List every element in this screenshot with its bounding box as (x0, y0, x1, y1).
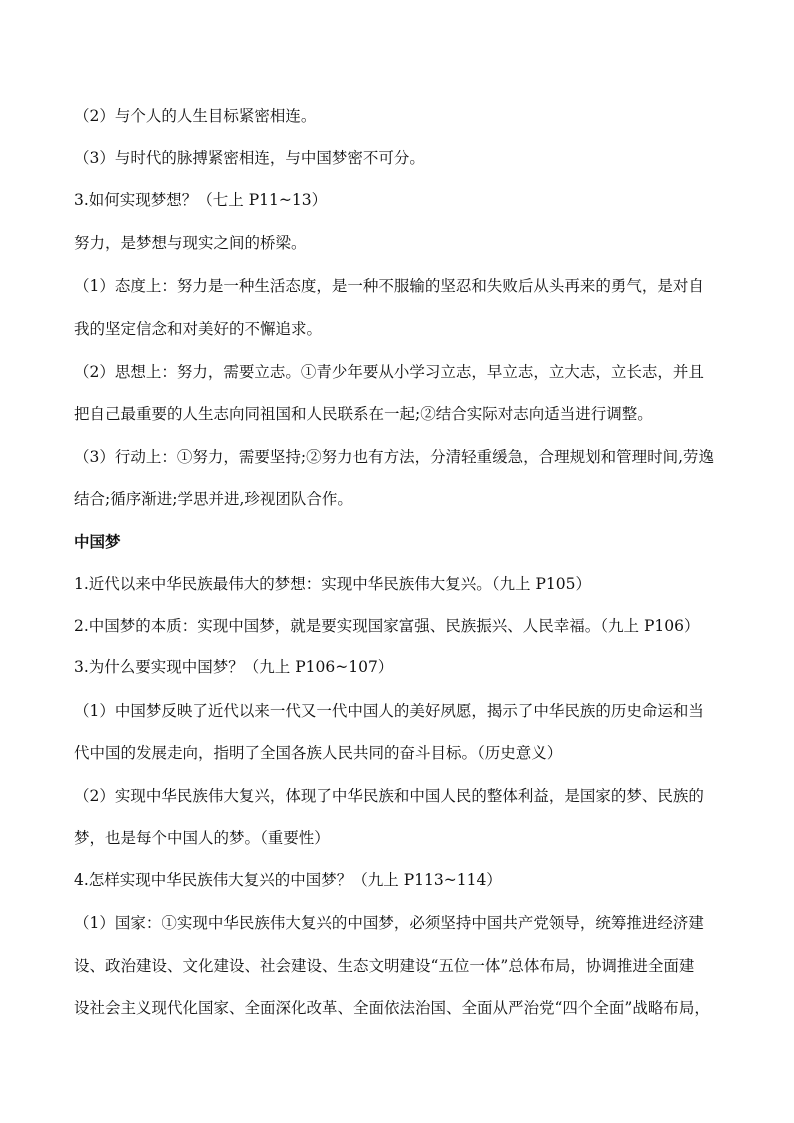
text-line: 2.中国梦的本质：实现中国梦，就是要实现国家富强、民族振兴、人民幸福。（九上 P106） (74, 617, 700, 635)
text-line: 3.为什么要实现中国梦？（九上 P106~107） (74, 658, 394, 676)
text-line: 我的坚定信念和对美好的不懈追求。 (74, 320, 323, 338)
text-line: （1）中国梦反映了近代以来一代又一代中国人的美好夙愿，揭示了中华民族的历史命运和当 (74, 702, 704, 720)
text-line: （2）思想上：努力，需要立志。①青少年要从小学习立志，早立志，立大志，立长志，并且 (74, 363, 704, 381)
text-line: 设、政治建设、文化建设、社会建设、生态文明建设“五位一体”总体布局，协调推进全面建 (74, 957, 695, 975)
text-line: 1.近代以来中华民族最伟大的梦想：实现中华民族伟大复兴。（九上 P105） (74, 575, 591, 593)
text-line: 努力，是梦想与现实之间的桥梁。 (74, 234, 307, 252)
text-line: （2）实现中华民族伟大复兴，体现了中华民族和中国人民的整体利益，是国家的梦、民族的 (74, 787, 704, 805)
text-line: 设社会主义现代化国家、全面深化改革、全面依法治国、全面从严治党“四个全面”战略布局， (74, 999, 710, 1017)
text-line: （2）与个人的人生目标紧密相连。 (74, 107, 317, 125)
text-line: （3）与时代的脉搏紧密相连，与中国梦密不可分。 (74, 149, 425, 167)
text-line: 结合;循序渐进;学思并进,珍视团队合作。 (74, 490, 353, 508)
text-line: 代中国的发展走向，指明了全国各族人民共同的奋斗目标。（历史意义） (74, 744, 563, 762)
text-line: （1）国家：①实现中华民族伟大复兴的中国梦，必须坚持中国共产党领导，统筹推进经济建 (74, 914, 704, 932)
section-heading: 中国梦 (74, 532, 121, 551)
text-line: 把自己最重要的人生志向同祖国和人民联系在一起;②结合实际对志向适当进行调整。 (74, 405, 653, 423)
text-line: （1）态度上：努力是一种生活态度，是一种不服输的坚忍和失败后从头再来的勇气，是对自 (74, 277, 704, 295)
text-line: 4.怎样实现中华民族伟大复兴的中国梦？（九上 P113~114） (74, 871, 502, 889)
text-line: 梦，也是每个中国人的梦。（重要性） (74, 829, 330, 847)
text-line: 3.如何实现梦想？（七上 P11~13） (74, 191, 328, 209)
text-line: （3）行动上：①努力，需要坚持;②努力也有方法，分清轻重缓急，合理规划和管理时间,劳逸 (74, 448, 715, 466)
